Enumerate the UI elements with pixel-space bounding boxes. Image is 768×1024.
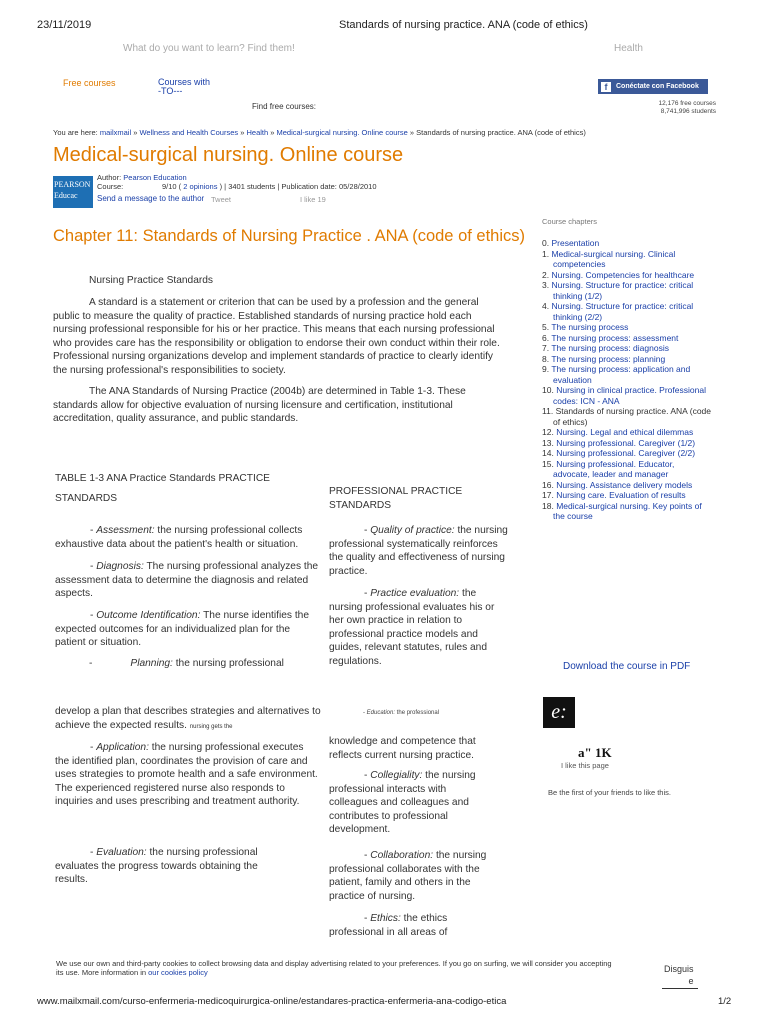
definition: The nursing professional analyzes the assessment data to determine the diagnosis and related aspects. — [55, 561, 319, 599]
chapter-number: 10. — [542, 385, 554, 395]
standard-education-small: - Education: the professional — [363, 710, 440, 716]
course-label: Course: — [97, 182, 124, 191]
breadcrumb-item-mailxmail[interactable]: mailxmail — [99, 128, 132, 137]
site-stats — [659, 100, 716, 116]
chapter-title[interactable]: Nursing. Assistance delivery models — [556, 479, 693, 490]
paragraph-1: A standard is a statement or criterion that can be used by a profession and the general public to measure the quality of practice. Established standards of nursing practice hold each nursing professional responsible for his or her practice. This means that each nursing professional who provides care has the responsibility or obligation to endorse their own conduct within their role. Professional nursing organizations develop and implement standards of practice to clearly identify the nursing professional's responsibilities to society. — [53, 297, 500, 376]
chapter-number: 0. — [542, 238, 550, 248]
chapter-title[interactable]: Nursing. Structure for practice: critical thinking (2/2) — [551, 301, 694, 322]
chapter-number: 8. — [542, 353, 550, 364]
chapter-number: 1. — [542, 248, 550, 259]
like-count: a" 1K — [578, 745, 612, 760]
chapter-list-item[interactable] — [542, 438, 712, 449]
chapter-title[interactable]: Nursing. Legal and ethical dilemmas — [556, 427, 694, 437]
standard-planning-cont — [55, 705, 325, 734]
term: Application: — [96, 742, 149, 753]
chapter-number: 11. — [542, 406, 554, 416]
standard-quality-of-practice: - Quality of practice: the nursing professional systematically reinforces the quality and effectiveness of nursing practice. — [329, 525, 508, 577]
facebook-button-label: Conéctate con Facebook — [616, 83, 699, 90]
dismiss-cookie-button[interactable] — [664, 963, 694, 987]
planning-small-note: nursing gets the — [189, 723, 233, 730]
facebook-icon: f — [601, 82, 611, 92]
chapter-title[interactable]: Nursing professional. Educator, advocate, leader and manager — [553, 458, 675, 479]
breadcrumb: You are here: mailxmail » Wellness and Health Courses » Health » Medical-surgical nursing. Online course » Standards of nursing practice. ANA (code of ethics) — [53, 128, 586, 137]
chapter-title[interactable]: The nursing process: application and evaluation — [551, 364, 691, 385]
chapter-list-item[interactable] — [542, 238, 712, 249]
definition: the professional — [395, 710, 440, 716]
table-left-heading-line2: STANDARDS — [55, 492, 118, 504]
term: Diagnosis: — [96, 561, 144, 572]
standard-collaboration: - Collaboration: the nursing professional collaborates with the patient, family and others in the practice of nursing. — [329, 850, 487, 902]
standard-practice-evaluation: - Practice evaluation: the nursing professional evaluates his or her own practice in relation to professional practice models and guides, relevant statutes, rules and regulations. — [329, 588, 495, 667]
course-row — [97, 182, 377, 191]
facebook-connect-button[interactable] — [598, 79, 708, 94]
chapter-subheading: Nursing Practice Standards — [89, 275, 214, 286]
chapter-list-item[interactable] — [542, 490, 712, 501]
send-message-link[interactable]: Send a message to the author — [97, 194, 205, 203]
rating: 9/10 ( — [162, 182, 182, 191]
table-left-heading — [55, 472, 270, 505]
breadcrumb-prefix: You are here: — [53, 128, 98, 137]
breadcrumb-item-health[interactable]: Health — [246, 128, 269, 137]
like-button[interactable]: I like 19 — [300, 195, 326, 204]
breadcrumb-item-wellness[interactable]: Wellness and Health Courses — [139, 128, 239, 137]
chapter-list-item[interactable] — [542, 364, 712, 385]
cookie-text: We use our own and third-party cookies to collect browsing data and display advertising related to your preferences. If you go on surfing, we will consider you accepting its use. More information in — [56, 959, 612, 977]
publisher-logo: PEARSON Educac — [53, 176, 93, 208]
chapter-title[interactable]: Medical-surgical nursing. Key points of the course — [553, 500, 702, 521]
chapter-list-item[interactable] — [542, 354, 712, 365]
chapter-title[interactable]: Nursing in clinical practice. Professional codes: ICN - ANA — [553, 385, 706, 406]
chapter-number: 6. — [542, 332, 550, 343]
chapter-list — [542, 238, 712, 522]
chapter-list-item[interactable] — [542, 333, 712, 344]
chapter-number: 4. — [542, 301, 550, 311]
nav-courses-with-line2: -TO--- — [158, 86, 183, 96]
sidebar-heading: Course chapters — [542, 217, 598, 226]
print-date: 23/11/2019 — [37, 19, 92, 31]
download-pdf-link[interactable]: Download the course in PDF — [563, 661, 691, 672]
course-meta — [97, 173, 377, 191]
cookie-notice — [56, 959, 616, 977]
definition: the nursing professional collects exhaustive data about the patient's health or situation. — [55, 525, 303, 550]
definition: the nursing professional — [172, 658, 284, 669]
standard-planning: - Planning: the nursing professional — [89, 658, 284, 669]
definition: The nurse identifies the expected outcomes for an individualized plan for the patient or situation. — [55, 610, 309, 648]
table-right-heading: PROFESSIONAL PRACTICE STANDARDS — [329, 486, 463, 511]
print-url: www.mailxmail.com/curso-enfermeria-medicoquirurgica-online/estandares-practica-enfermeria-ana-codigo-etica — [37, 996, 507, 1007]
definition: the nursing professional interacts with colleagues and colleagues and contributes to professional development. — [329, 770, 476, 835]
term: Collaboration: — [370, 850, 434, 861]
chapter-number: 14. — [542, 448, 554, 458]
chapter-title[interactable]: Nursing professional. Caregiver (2/2) — [556, 448, 696, 458]
like-page-button[interactable]: I like this page — [561, 761, 609, 770]
chapter-title[interactable]: Medical-surgical nursing. Clinical competencies — [551, 248, 676, 269]
standard-evaluation: - Evaluation: the nursing professional evaluates the progress towards obtaining the results. — [55, 847, 258, 885]
chapter-title[interactable]: Nursing. Structure for practice: critical thinking (1/2) — [551, 280, 694, 301]
find-free-courses-label: Find free courses: — [252, 102, 317, 111]
author-row — [97, 173, 377, 182]
print-title: Standards of nursing practice. ANA (code of ethics) — [339, 19, 588, 31]
search-input[interactable]: What do you want to learn? Find them! — [123, 43, 295, 54]
author-link[interactable]: Pearson Education — [123, 173, 187, 182]
chapter-list-item[interactable] — [542, 322, 712, 333]
definition: the nursing professional collaborates with the patient, family and others in the practice of nursing. — [329, 850, 487, 902]
chapter-title[interactable]: The nursing process: assessment — [551, 332, 679, 343]
chapter-list-item[interactable] — [542, 249, 712, 270]
chapter-list-item[interactable] — [542, 448, 712, 459]
author-label: Author: — [97, 173, 122, 182]
standard-assessment: - Assessment: the nursing professional collects exhaustive data about the patient's health or situation. — [55, 525, 303, 550]
chapter-title[interactable]: Nursing professional. Caregiver (1/2) — [556, 437, 696, 448]
definition: the nursing professional systematically reinforces the quality and effectiveness of nursing practice. — [329, 525, 508, 577]
opinions-link[interactable]: 2 opinions — [183, 182, 218, 191]
category-label[interactable]: Health — [614, 43, 643, 54]
chapter-title[interactable]: Presentation — [551, 238, 600, 248]
chapter-list-item[interactable] — [542, 343, 712, 354]
tweet-button[interactable]: Tweet — [211, 195, 232, 204]
chapter-number: 15. — [542, 458, 554, 469]
term: Practice evaluation: — [370, 588, 460, 599]
nav-courses-with[interactable] — [158, 78, 210, 96]
term: Outcome Identification: — [96, 610, 201, 621]
chapter-number: 12. — [542, 427, 554, 437]
definition: the nursing professional evaluates the progress towards obtaining the results. — [55, 847, 258, 885]
course-title: Medical-surgical nursing. Online course — [53, 144, 404, 166]
nav-free-courses[interactable]: Free courses — [63, 78, 116, 88]
chapter-list-item[interactable] — [542, 459, 712, 480]
students-count: 8,741,996 students — [660, 108, 716, 115]
nav-courses-with-line1: Courses with — [158, 77, 211, 87]
standard-collegiality: - Collegiality: the nursing professional interacts with colleagues and colleagues and contributes to professional development. — [329, 770, 476, 835]
definition: the nursing professional evaluates his or her own practice in relation to professional practice models and guides, relevant statutes, rules and regulations. — [329, 588, 495, 667]
term: Collegiality: — [370, 770, 423, 781]
chapter-list-item[interactable] — [542, 427, 712, 438]
chapter-list-item[interactable] — [542, 301, 712, 322]
chapter-number: 3. — [542, 280, 550, 290]
dismiss-label-line1: Disguis — [664, 964, 694, 974]
term: Ethics: — [370, 913, 401, 924]
term: Quality of practice: — [370, 525, 455, 536]
chapter-number: 16. — [542, 479, 554, 490]
chapter-title: Standards of nursing practice. ANA (code of ethics) — [553, 406, 712, 427]
paragraph-2: The ANA Standards of Nursing Practice (2004b) are determined in Table 1-3. These standards allow for objective evaluation of nursing licensure and certification, institutional accreditation, quality assurance, and public standards. — [53, 386, 466, 424]
term: Evaluation: — [96, 847, 147, 858]
breadcrumb-current: Standards of nursing practice. ANA (code of ethics) — [416, 128, 586, 137]
planning-continuation: develop a plan that describes strategies and alternatives to achieve the expected results. — [55, 706, 321, 731]
chapter-list-item[interactable] — [542, 280, 712, 301]
chapter-number: 13. — [542, 437, 554, 448]
standard-diagnosis: - Diagnosis: The nursing professional analyzes the assessment data to determine the diagnosis and related aspects. — [55, 561, 319, 599]
standard-outcome-identification: - Outcome Identification: The nurse identifies the expected outcomes for an individualized plan for the patient or situation. — [55, 610, 309, 648]
chapter-list-item — [542, 406, 712, 427]
chapter-title[interactable]: The nursing process: planning — [551, 353, 666, 364]
print-page-number: 1/2 — [718, 996, 732, 1007]
table-left-heading-line1: TABLE 1-3 ANA Practice Standards PRACTICE — [55, 473, 270, 484]
term: Education: — [366, 710, 396, 716]
dismiss-underline — [662, 988, 698, 989]
cookie-policy-link[interactable]: our cookies policy — [148, 968, 208, 977]
standard-education-cont: knowledge and competence that reflects current nursing practice. — [329, 736, 476, 761]
chapter-number: 17. — [542, 490, 554, 500]
chapter-title[interactable]: Nursing. Competencies for healthcare — [551, 269, 695, 280]
chapter-number: 18. — [542, 500, 554, 511]
chapter-title[interactable]: The nursing process: diagnosis — [551, 343, 669, 353]
standard-application: - Application: the nursing professional executes the identified plan, coordinates the provision of care and uses strategies to promote health and a safe environment. The experienced registered nurse also responds to inquiries and uses prescribing and treatment authority. — [55, 742, 318, 807]
chapter-list-item[interactable] — [542, 385, 712, 406]
chapter-number: 7. — [542, 343, 550, 353]
chapter-title[interactable]: The nursing process — [551, 322, 629, 332]
chapter-list-item[interactable] — [542, 270, 712, 281]
definition: the nursing professional executes the identified plan, coordinates the provision of care and uses strategies to promote health and a safe environment. The experienced registered nurse also responds to inquiries and uses prescribing and treatment authority. — [55, 742, 318, 807]
site-logo: e: — [543, 697, 575, 728]
chapter-number: 2. — [542, 269, 550, 280]
term: Planning: — [130, 658, 173, 669]
be-first-text: Be the first of your friends to like this. — [548, 788, 671, 797]
term: Assessment: — [96, 525, 155, 536]
free-courses-count: 12,176 free courses — [658, 100, 716, 107]
chapter-title[interactable]: Nursing care. Evaluation of results — [556, 490, 686, 500]
breadcrumb-item-course[interactable]: Medical-surgical nursing. Online course — [276, 128, 408, 137]
dismiss-label-line2: e — [688, 976, 694, 986]
standard-ethics: - Ethics: the ethics professional in all areas of — [329, 913, 448, 938]
course-stats: ) | 3401 students | Publication date: 05/28/2010 — [219, 182, 377, 191]
chapter-number: 5. — [542, 322, 550, 332]
chapter-title: Chapter 11: Standards of Nursing Practice . ANA (code of ethics) — [53, 227, 526, 245]
chapter-list-item[interactable] — [542, 480, 712, 491]
chapter-list-item[interactable] — [542, 501, 712, 522]
definition: the ethics professional in all areas of — [329, 913, 448, 938]
chapter-number: 9. — [542, 364, 550, 374]
